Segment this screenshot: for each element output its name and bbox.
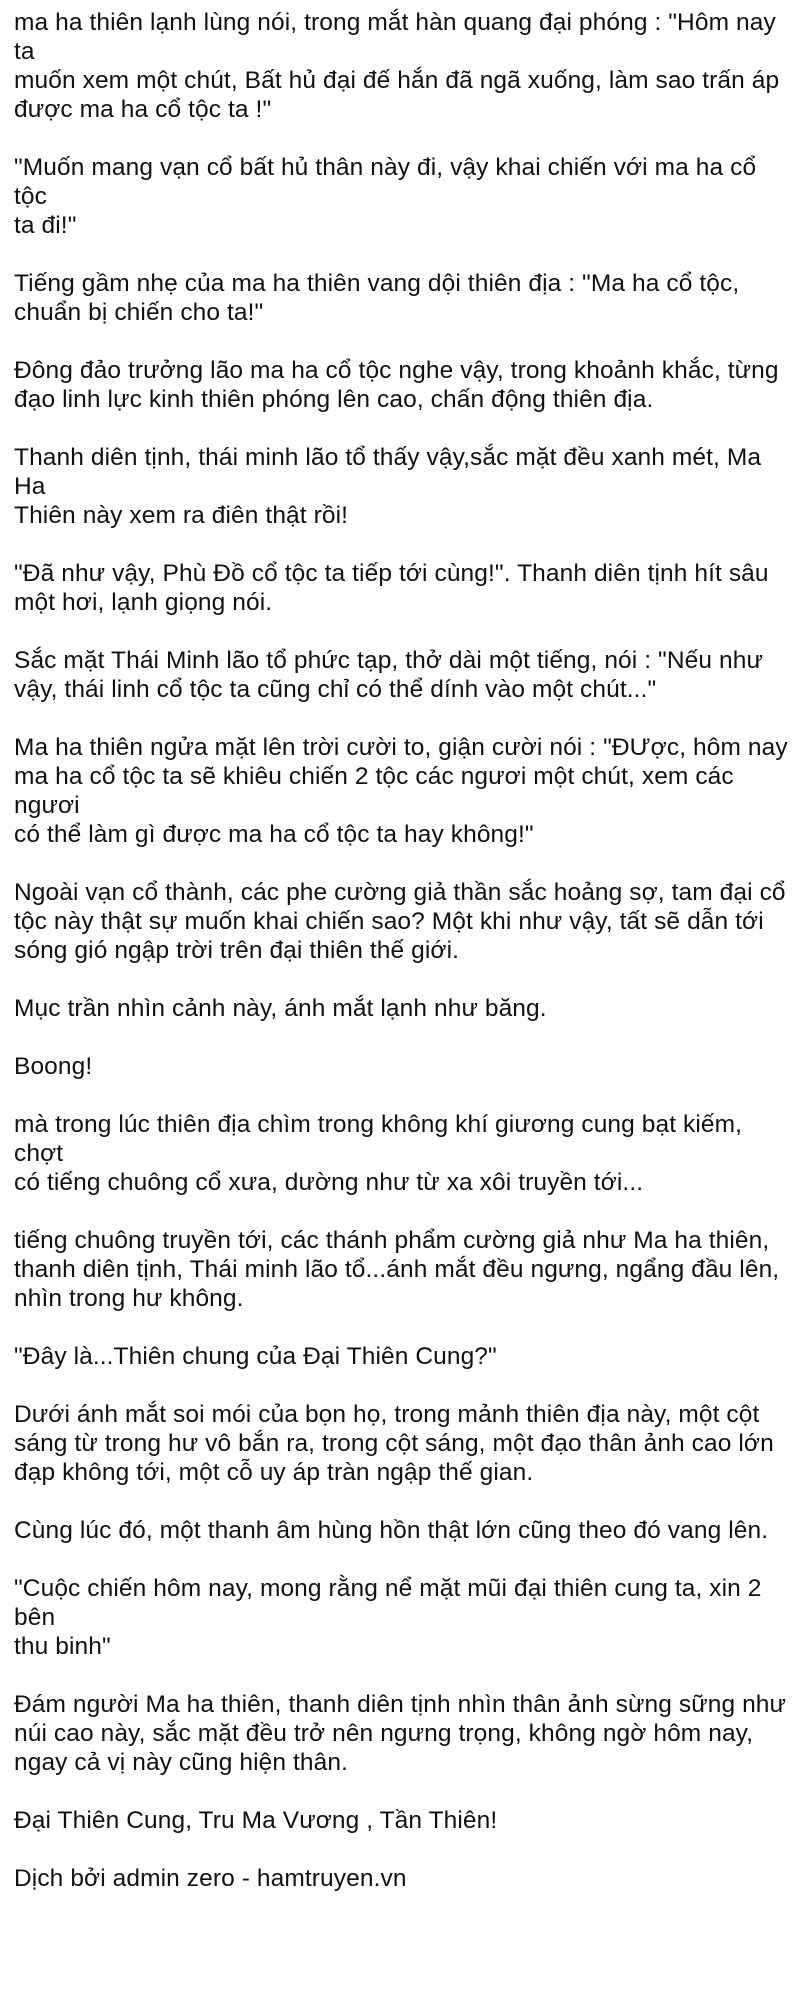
story-paragraph: mà trong lúc thiên địa chìm trong không khí giương cung bạt kiếm, chợt có tiếng chuông cổ xưa, dường như từ xa xôi truyền tới... (14, 1111, 743, 1196)
story-paragraph: "Muốn mang vạn cổ bất hủ thân này đi, vậy khai chiến với ma ha cổ tộc ta đi!" (14, 154, 757, 239)
story-paragraph: Tiếng gầm nhẹ của ma ha thiên vang dội thiên địa : "Ma ha cổ tộc, chuẩn bị chiến cho ta!" (14, 270, 740, 326)
story-paragraph: ma ha thiên lạnh lùng nói, trong mắt hàn quang đại phóng : "Hôm nay ta muốn xem một chút, Bất hủ đại đế hắn đã ngã xuống, làm sao trấn áp được ma ha cổ tộc ta !" (14, 9, 780, 123)
story-paragraph: Đông đảo trưởng lão ma ha cổ tộc nghe vậy, trong khoảnh khắc, từng đạo linh lực kinh thiên phóng lên cao, chấn động thiên địa. (14, 357, 779, 413)
story-paragraph: Ngoài vạn cổ thành, các phe cường giả thần sắc hoảng sợ, tam đại cổ tộc này thật sự muốn khai chiến sao? Một khi như vậy, tất sẽ dẫn tới sóng gió ngập trời trên đại thiên thế giới. (14, 879, 786, 964)
story-paragraph: Boong! (14, 1053, 93, 1080)
story-paragraph: Dưới ánh mắt soi mói của bọn họ, trong mảnh thiên địa này, một cột sáng từ trong hư vô bắn ra, trong cột sáng, một đạo thân ảnh cao lớn đạp không tới, một cỗ uy áp tràn ngập thế gian. (14, 1401, 774, 1486)
story-paragraph: Đám người Ma ha thiên, thanh diên tịnh nhìn thân ảnh sừng sững như núi cao này, sắc mặt đều trở nên ngưng trọng, không ngờ hôm nay, ngay cả vị này cũng hiện thân. (14, 1691, 787, 1776)
story-paragraph: "Đây là...Thiên chung của Đại Thiên Cung?" (14, 1343, 497, 1370)
story-paragraph: Đại Thiên Cung, Tru Ma Vương , Tần Thiên! (14, 1807, 498, 1834)
translator-credit: Dịch bởi admin zero - hamtruyen.vn (14, 1865, 407, 1892)
story-paragraph: tiếng chuông truyền tới, các thánh phẩm cường giả như Ma ha thiên, thanh diên tịnh, Thái minh lão tổ...ánh mắt đều ngưng, ngẩng đầu lên, nhìn trong hư không. (14, 1227, 780, 1312)
story-paragraph: Mục trần nhìn cảnh này, ánh mắt lạnh như băng. (14, 995, 547, 1022)
story-paragraph: Cùng lúc đó, một thanh âm hùng hồn thật lớn cũng theo đó vang lên. (14, 1517, 769, 1544)
story-paragraph: Thanh diên tịnh, thái minh lão tổ thấy vậy,sắc mặt đều xanh mét, Ma Ha Thiên này xem ra điên thật rồi! (14, 444, 762, 529)
story-paragraph: "Đã như vậy, Phù Đồ cổ tộc ta tiếp tới cùng!". Thanh diên tịnh hít sâu một hơi, lạnh giọng nói. (14, 560, 769, 616)
story-paragraph: "Cuộc chiến hôm nay, mong rằng nể mặt mũi đại thiên cung ta, xin 2 bên thu binh" (14, 1575, 762, 1660)
story-paragraph: Ma ha thiên ngửa mặt lên trời cười to, giận cười nói : "ĐƯợc, hôm nay ma ha cổ tộc ta sẽ khiêu chiến 2 tộc các ngươi một chút, xem các ngươi có thể làm gì được ma ha cổ tộc ta hay không!" (14, 734, 788, 848)
story-paragraph: Sắc mặt Thái Minh lão tổ phức tạp, thở dài một tiếng, nói : "Nếu như vậy, thái linh cổ tộc ta cũng chỉ có thể dính vào một chút..." (14, 647, 763, 703)
